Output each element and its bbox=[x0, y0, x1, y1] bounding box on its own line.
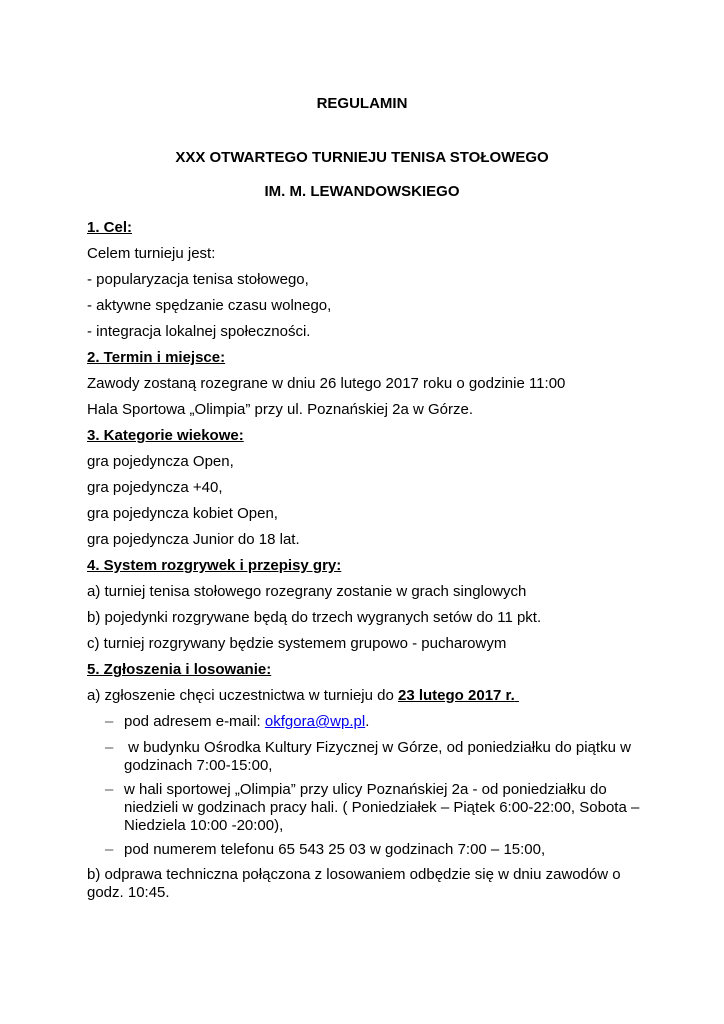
section-3-heading: 3. Kategorie wiekowe: bbox=[87, 427, 244, 444]
tournament-title: XXX OTWARTEGO TURNIEJU TENISA STOŁOWEGO bbox=[175, 149, 549, 166]
rules-item: b) pojedynki rozgrywane będą do trzech wygranych setów do 11 pkt. bbox=[87, 609, 542, 626]
hall-option-line-1: w hali sportowej „Olimpia” przy ulicy Poznańskiej 2a - od poniedziałku do bbox=[124, 781, 607, 798]
dash-bullet: – bbox=[105, 713, 114, 730]
email-period: . bbox=[365, 713, 370, 730]
office-option-line-2: godzinach 7:00-15:00, bbox=[124, 757, 273, 774]
dash-bullet: – bbox=[105, 841, 114, 858]
registration-deadline bbox=[87, 687, 519, 705]
section-4-heading: 4. System rozgrywek i przepisy gry: bbox=[87, 557, 342, 574]
deadline-period: . bbox=[510, 687, 515, 704]
section-2-heading: 2. Termin i miejsce: bbox=[87, 349, 226, 366]
goal-item: - integracja lokalnej społeczności. bbox=[87, 323, 311, 340]
category-item: gra pojedyncza Open, bbox=[87, 453, 234, 470]
email-label: pod adresem e-mail: bbox=[124, 713, 265, 730]
hall-option-line-3: Niedziela 10:00 -20:00), bbox=[124, 817, 284, 834]
document-title: REGULAMIN bbox=[316, 95, 408, 112]
category-item: gra pojedyncza Junior do 18 lat. bbox=[87, 531, 300, 548]
goal-item: - aktywne spędzanie czasu wolnego, bbox=[87, 297, 332, 314]
rules-item: c) turniej rozgrywany będzie systemem grupowo - pucharowym bbox=[87, 635, 507, 652]
event-date: Zawody zostaną rozegrane w dniu 26 lutego 2017 roku o godzinie 11:00 bbox=[87, 375, 566, 392]
phone-option: pod numerem telefonu 65 543 25 03 w godzinach 7:00 – 15:00, bbox=[124, 841, 546, 858]
office-option-line-1: w budynku Ośrodka Kultury Fizycznej w Górze, od poniedziałku do piątku w bbox=[124, 739, 631, 756]
deadline-date: 23 lutego 2017 r bbox=[398, 687, 511, 704]
deadline-underline-space bbox=[515, 687, 519, 704]
event-venue: Hala Sportowa „Olimpia” przy ul. Poznańskiej 2a w Górze. bbox=[87, 401, 473, 418]
draw-info-line-2: godz. 10:45. bbox=[87, 884, 170, 901]
dash-bullet: – bbox=[105, 739, 114, 756]
section-1-heading: 1. Cel: bbox=[87, 219, 133, 236]
category-item: gra pojedyncza +40, bbox=[87, 479, 223, 496]
goal-item: - popularyzacja tenisa stołowego, bbox=[87, 271, 309, 288]
email-link[interactable]: okfgora@wp.pl bbox=[264, 713, 366, 730]
section-1-intro: Celem turnieju jest: bbox=[87, 245, 216, 262]
rules-item: a) turniej tenisa stołowego rozegrany zostanie w grach singlowych bbox=[87, 583, 527, 600]
category-item: gra pojedyncza kobiet Open, bbox=[87, 505, 278, 522]
section-5-heading: 5. Zgłoszenia i losowanie: bbox=[87, 661, 272, 678]
hall-option-line-2: niedzieli w godzinach pracy hali. ( Poniedziałek – Piątek 6:00-22:00, Sobota – bbox=[124, 799, 640, 816]
tournament-patron: IM. M. LEWANDOWSKIEGO bbox=[264, 183, 460, 200]
dash-bullet: – bbox=[105, 781, 114, 798]
draw-info-line-1: b) odprawa techniczna połączona z losowaniem odbędzie się w dniu zawodów o bbox=[87, 866, 621, 883]
email-option bbox=[124, 713, 369, 731]
registration-text: a) zgłoszenie chęci uczestnictwa w turnieju do bbox=[87, 687, 398, 704]
